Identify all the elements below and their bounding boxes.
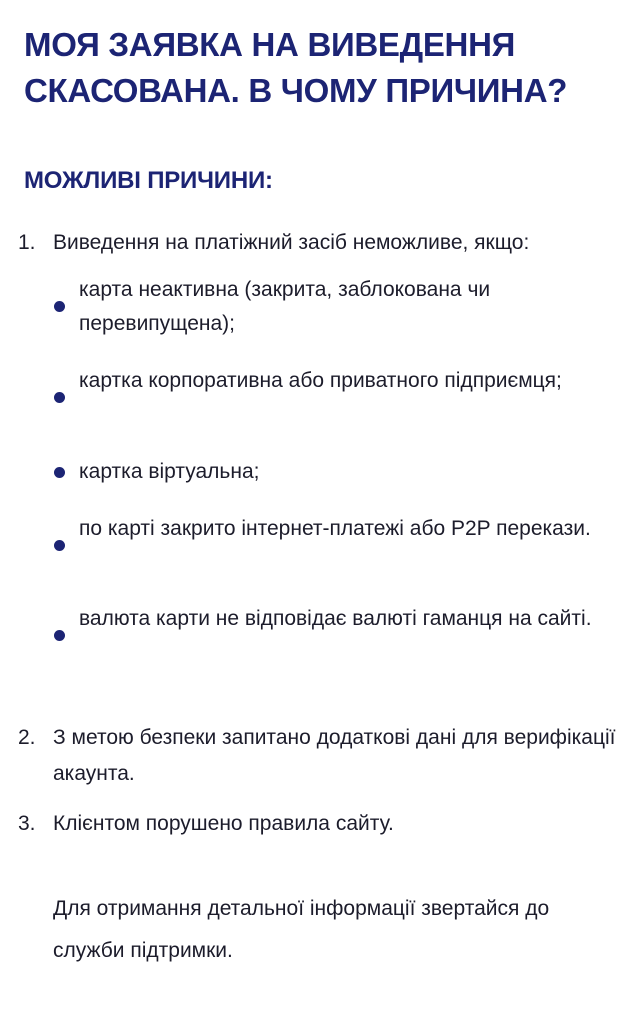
bullet-item: [54, 273, 614, 341]
reason-item-2: [18, 720, 628, 792]
bullet-dot-icon: [54, 630, 65, 641]
reason-number: 2.: [18, 726, 36, 749]
bullet-text: по карті закрито інтернет-платежі або P2P перекази.: [79, 517, 591, 540]
reason-text: З метою безпеки запитано додаткові дані для верифікації акаунта.: [53, 726, 616, 785]
reason-number: 1.: [18, 231, 36, 254]
bullet-dot-icon: [54, 467, 65, 478]
bullet-text: картка корпоративна або приватного підприємця;: [79, 369, 562, 392]
reason-text: Клієнтом порушено правила сайту.: [53, 812, 394, 835]
bullet-text: картка віртуальна;: [79, 460, 260, 483]
page-title: МОЯ ЗАЯВКА НА ВИВЕДЕННЯ СКАСОВАНА. В ЧОМУ ПРИЧИНА?: [24, 26, 568, 109]
reason-text: Виведення на платіжний засіб неможливе, якщо:: [53, 231, 530, 254]
bullet-text: карта неактивна (закрита, заблокована чи перевипущена);: [79, 278, 491, 335]
bullet-dot-icon: [54, 392, 65, 403]
bullet-dot-icon: [54, 540, 65, 551]
support-note: Для отримання детальної інформації звертайся до служби підтримки.: [53, 897, 550, 962]
bullet-item: [54, 455, 614, 489]
reasons-heading: МОЖЛИВІ ПРИЧИНИ:: [24, 167, 273, 194]
bullet-text: валюта карти не відповідає валюті гаманця на сайті.: [79, 607, 592, 630]
bullet-item: [54, 364, 614, 398]
bullet-dot-icon: [54, 301, 65, 312]
reason-item-1: [18, 225, 628, 261]
bullet-item: [54, 512, 614, 546]
bullet-item: [54, 602, 614, 636]
reason-item-3: [18, 806, 628, 842]
reason-number: 3.: [18, 812, 36, 835]
